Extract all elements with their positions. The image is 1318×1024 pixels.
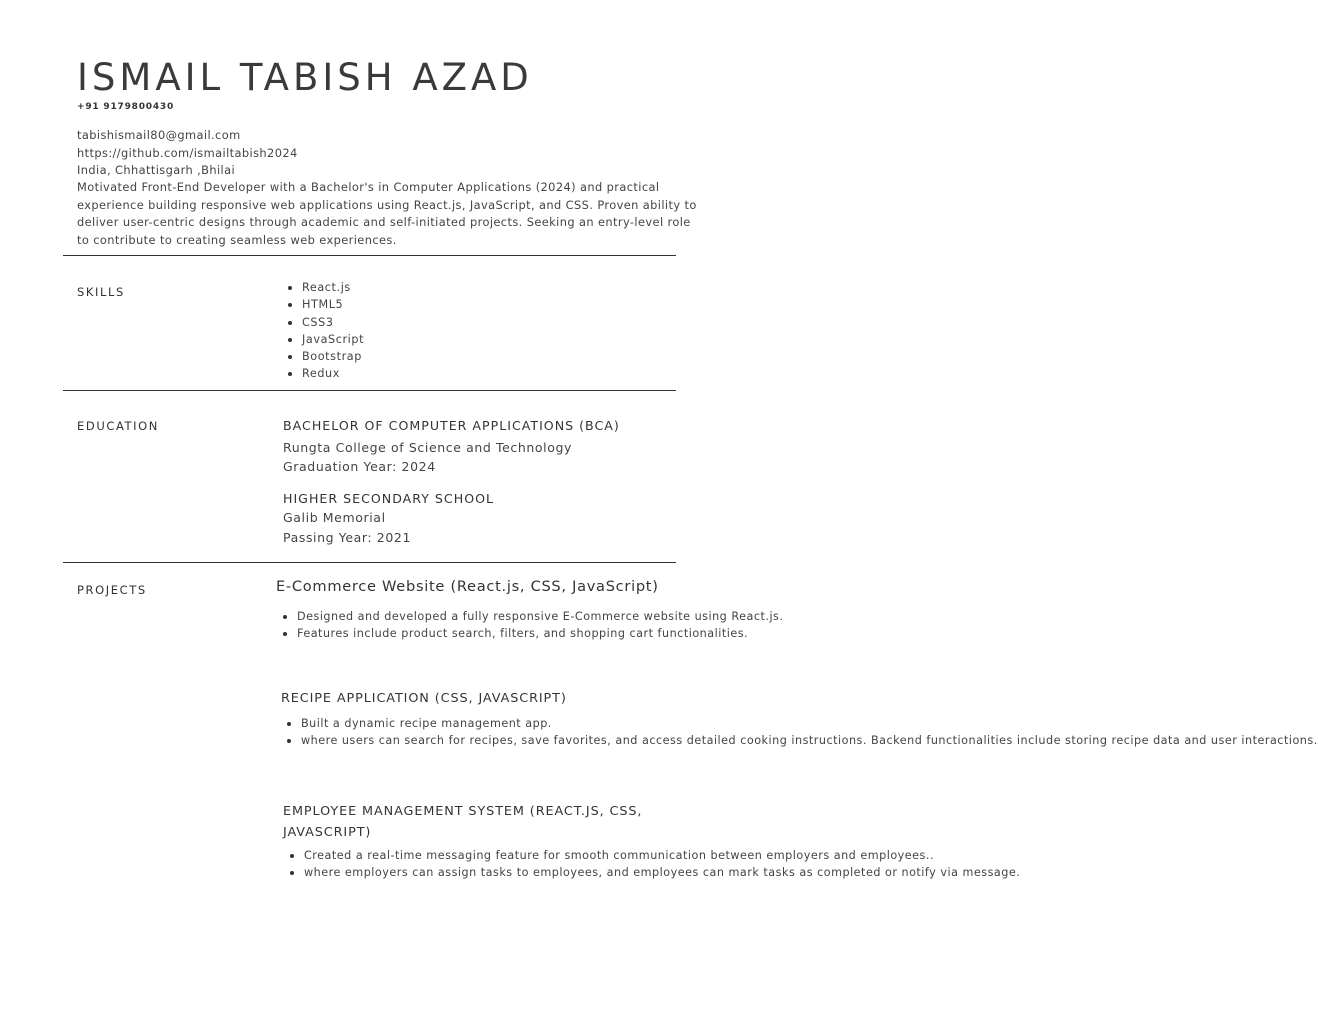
skill-item: CSS3 bbox=[286, 314, 364, 331]
skill-item: JavaScript bbox=[286, 331, 364, 348]
project-bullet: Designed and developed a fully responsive E-Commerce website using React.js. bbox=[281, 608, 681, 625]
skill-item: Redux bbox=[286, 365, 364, 382]
project-bullets bbox=[288, 847, 1021, 882]
project-bullets bbox=[285, 715, 1318, 750]
project-bullet: where users can search for recipes, save favorites, and access detailed cooking instructions. Backend functionalities include storing recipe data and user interactions. bbox=[285, 732, 705, 749]
phone-number: +91 9179800430 bbox=[77, 102, 175, 112]
project-bullet: Created a real-time messaging feature for smooth communication between employers and employees.. bbox=[288, 847, 668, 864]
skills-section-label: SKILLS bbox=[77, 285, 125, 299]
divider-1 bbox=[63, 255, 676, 256]
project-title: EMPLOYEE MANAGEMENT SYSTEM (REACT.JS, CSS, JAVASCRIPT) bbox=[283, 804, 643, 840]
professional-summary: Motivated Front-End Developer with a Bachelor's in Computer Applications (2024) and practical experience building responsive web applications using React.js, JavaScript, and CSS. Proven ability to deliver user-centric designs through academic and self-initiated projects. Seeking an entry-level role to contribute to creating seamless web experiences. bbox=[77, 180, 697, 247]
education-year: Graduation Year: 2024 bbox=[283, 459, 436, 474]
education-institution: Galib Memorial bbox=[283, 510, 386, 525]
education-section-label: EDUCATION bbox=[77, 419, 160, 433]
contact-block bbox=[77, 127, 298, 180]
github-link: https://github.com/ismailtabish2024 bbox=[77, 145, 298, 160]
project-bullet: where employers can assign tasks to employees, and employees can mark tasks as completed or notify via message. bbox=[288, 864, 668, 881]
project-title: E-Commerce Website (React.js, CSS, JavaScript) bbox=[276, 578, 659, 595]
education-degree: BACHELOR OF COMPUTER APPLICATIONS (BCA) bbox=[283, 418, 620, 433]
candidate-name: ISMAIL TABISH AZAD bbox=[77, 56, 533, 99]
divider-2 bbox=[63, 390, 676, 391]
education-degree: HIGHER SECONDARY SCHOOL bbox=[283, 491, 495, 506]
skill-item: Bootstrap bbox=[286, 348, 364, 365]
project-bullet: Built a dynamic recipe management app. bbox=[285, 715, 705, 732]
divider-3 bbox=[63, 562, 676, 563]
projects-section-label: PROJECTS bbox=[77, 583, 147, 597]
project-bullet: Features include product search, filters, and shopping cart functionalities. bbox=[281, 625, 681, 642]
project-bullets bbox=[281, 608, 784, 643]
skill-item: React.js bbox=[286, 279, 364, 296]
skills-list bbox=[286, 279, 364, 383]
project-title: RECIPE APPLICATION (CSS, JAVASCRIPT) bbox=[281, 691, 567, 706]
education-year: Passing Year: 2021 bbox=[283, 530, 412, 545]
skill-item: HTML5 bbox=[286, 296, 364, 313]
education-institution: Rungta College of Science and Technology bbox=[283, 440, 573, 455]
email-address: tabishismail80@gmail.com bbox=[77, 128, 241, 142]
location: India, Chhattisgarh ,Bhilai bbox=[77, 163, 236, 178]
